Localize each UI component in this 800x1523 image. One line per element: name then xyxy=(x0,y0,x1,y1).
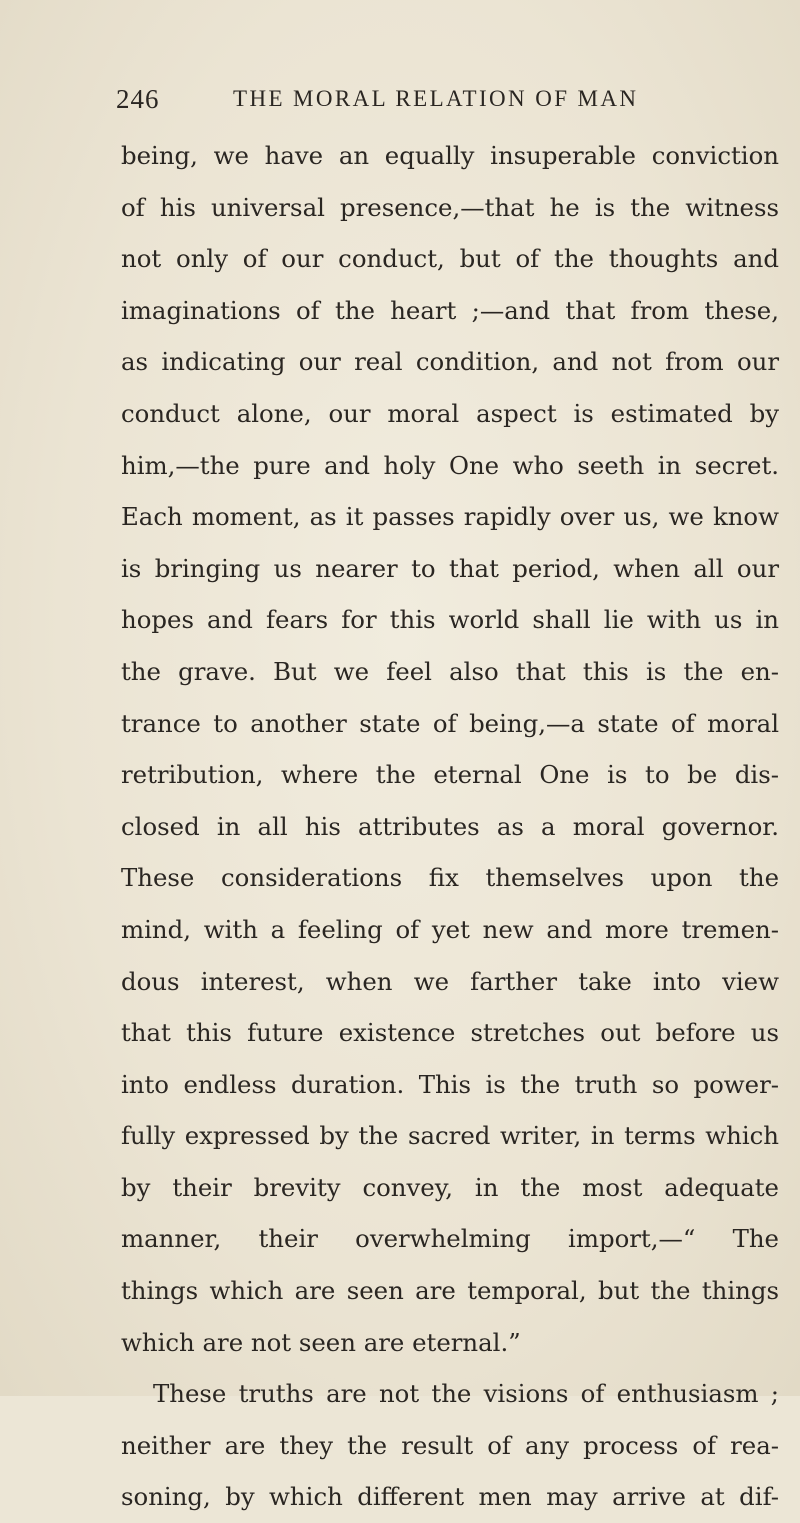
text-line: into endless duration. This is the truth so power- xyxy=(121,1069,779,1099)
text-line: Each moment, as it passes rapidly over us, we know xyxy=(121,502,779,532)
text-line: him,—the pure and holy One who seeth in secret. xyxy=(121,450,779,480)
paragraph-1 xyxy=(121,130,779,1368)
page-number: 246 xyxy=(116,84,160,114)
text-line: being, we have an equally insuperable conviction xyxy=(121,141,779,170)
text-line: of his universal presence,—that he is the witness xyxy=(121,192,779,222)
text-line: dous interest, when we farther take into view xyxy=(121,966,779,996)
text-line: by their brevity convey, in the most adequate xyxy=(121,1172,779,1202)
text-line: is bringing us nearer to that period, when all our xyxy=(121,553,779,583)
text-line: imaginations of the heart ;—and that from these, xyxy=(121,295,779,325)
body-text xyxy=(121,130,779,1523)
text-line: not only of our conduct, but of the thoughts and xyxy=(121,244,779,274)
text-line: as indicating our real condition, and not from our xyxy=(121,347,779,377)
text-line: that this future existence stretches out before us xyxy=(121,1018,779,1048)
text-line: fully expressed by the sacred writer, in terms which xyxy=(121,1121,779,1151)
page-header xyxy=(116,84,776,124)
text-line: These considerations fix themselves upon the xyxy=(121,863,779,893)
text-line: retribution, where the eternal One is to be dis- xyxy=(121,760,779,790)
text-line: the grave. But we feel also that this is the en- xyxy=(121,656,779,686)
text-line: which are not seen are eternal.” xyxy=(121,1327,521,1357)
text-line: soning, by which different men may arrive at dif- xyxy=(121,1482,779,1512)
text-line: manner, their overwhelming import,—“ The xyxy=(121,1224,779,1254)
running-head: THE MORAL RELATION OF MAN xyxy=(233,86,639,111)
text-line: neither are they the result of any process of rea- xyxy=(121,1430,779,1460)
text-line: trance to another state of being,—a state of moral xyxy=(121,708,779,738)
text-line: conduct alone, our moral aspect is estimated by xyxy=(121,398,779,428)
text-line: hopes and fears for this world shall lie with us in xyxy=(121,605,779,635)
text-line: These truths are not the visions of enthusiasm ; xyxy=(153,1379,779,1409)
text-line: mind, with a feeling of yet new and more tremen- xyxy=(121,914,779,944)
paragraph-2 xyxy=(121,1368,779,1523)
text-line: things which are seen are temporal, but the things xyxy=(121,1276,779,1306)
text-line: closed in all his attributes as a moral governor. xyxy=(121,811,779,841)
